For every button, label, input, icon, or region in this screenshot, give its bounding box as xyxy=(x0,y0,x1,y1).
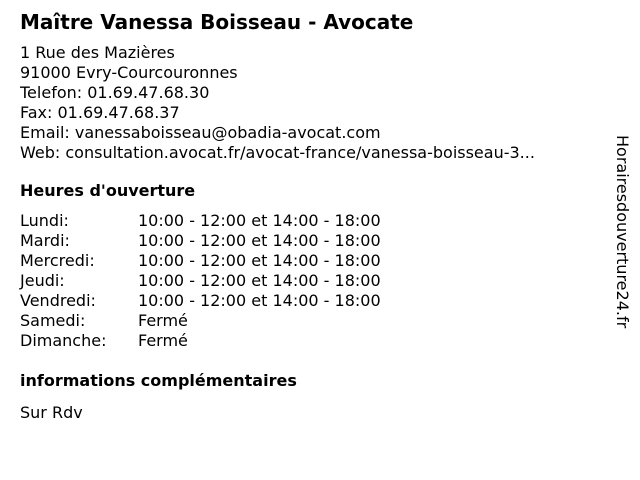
hours-time: Fermé xyxy=(138,331,188,350)
hours-day: Lundi: xyxy=(20,211,69,230)
phone-label: Telefon: xyxy=(20,83,83,102)
email-label: Email: xyxy=(20,123,70,142)
fax-value: 01.69.47.68.37 xyxy=(57,103,180,122)
fax-line xyxy=(20,103,610,123)
web-line xyxy=(20,143,610,163)
hours-day: Dimanche: xyxy=(20,331,107,350)
hours-row xyxy=(20,231,381,251)
email-value: vanessaboisseau@obadia-avocat.com xyxy=(74,123,381,142)
hours-day: Mercredi: xyxy=(20,251,95,270)
hours-time: Fermé xyxy=(138,311,188,330)
hours-row xyxy=(20,331,381,351)
info-heading: informations complémentaires xyxy=(20,371,297,390)
web-value: consultation.avocat.fr/avocat-france/vanessa-boisseau-3... xyxy=(65,143,535,162)
email-line xyxy=(20,123,610,143)
phone-line xyxy=(20,83,610,103)
info-text: Sur Rdv xyxy=(20,403,83,422)
web-label: Web: xyxy=(20,143,61,162)
hours-time: 10:00 - 12:00 et 14:00 - 18:00 xyxy=(138,231,381,250)
page-title: Maître Vanessa Boisseau - Avocate xyxy=(20,10,414,34)
hours-day: Samedi: xyxy=(20,311,86,330)
hours-time: 10:00 - 12:00 et 14:00 - 18:00 xyxy=(138,211,381,230)
hours-day: Mardi: xyxy=(20,231,70,250)
address-line-2: 91000 Evry-Courcouronnes xyxy=(20,63,238,82)
hours-day: Vendredi: xyxy=(20,291,96,310)
hours-row xyxy=(20,251,381,271)
hours-row xyxy=(20,311,381,331)
fax-label: Fax: xyxy=(20,103,53,122)
hours-time: 10:00 - 12:00 et 14:00 - 18:00 xyxy=(138,291,381,310)
hours-table xyxy=(20,211,381,351)
hours-row xyxy=(20,271,381,291)
site-watermark: Horairesdouverture24.fr xyxy=(613,135,632,329)
hours-row xyxy=(20,291,381,311)
hours-day: Jeudi: xyxy=(20,271,65,290)
business-card xyxy=(20,10,610,423)
hours-time: 10:00 - 12:00 et 14:00 - 18:00 xyxy=(138,251,381,270)
address-line-1: 1 Rue des Mazières xyxy=(20,43,175,62)
hours-heading: Heures d'ouverture xyxy=(20,181,196,200)
hours-time: 10:00 - 12:00 et 14:00 - 18:00 xyxy=(138,271,381,290)
hours-row xyxy=(20,211,381,231)
phone-value: 01.69.47.68.30 xyxy=(87,83,210,102)
